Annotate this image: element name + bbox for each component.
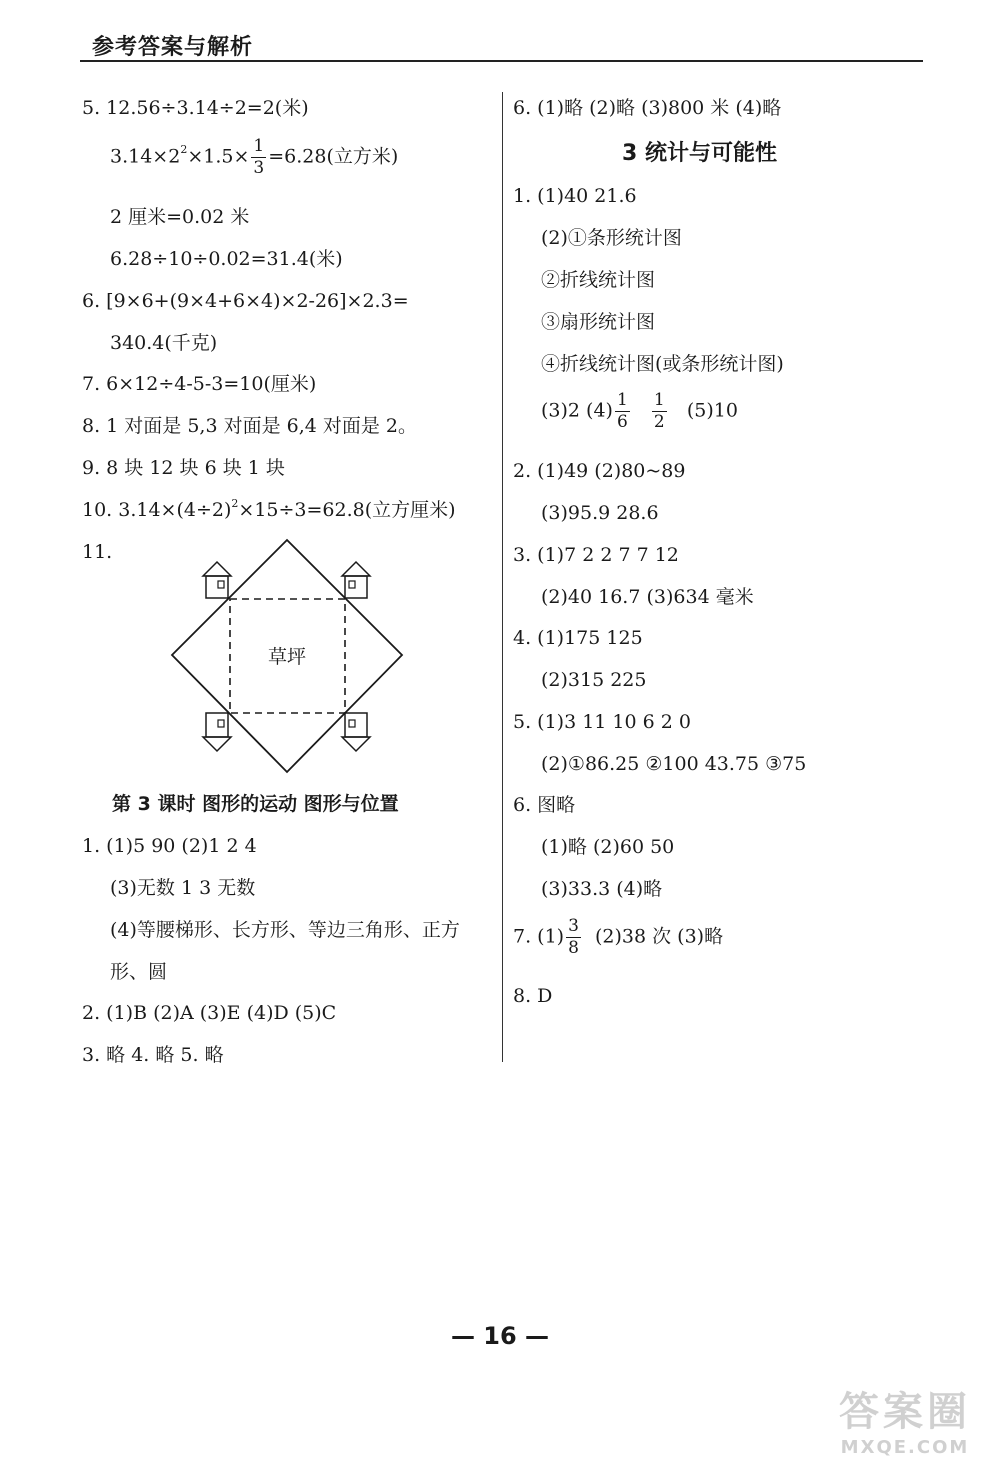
stat-answer-4-line1: 4. (1)175 125 <box>513 627 643 649</box>
stat-answer-1-line6-a: (3)2 (4) <box>541 399 613 422</box>
house-icon <box>203 713 231 751</box>
fraction-one-half <box>652 392 667 431</box>
fraction-one-third <box>251 138 266 177</box>
fraction-numerator: 1 <box>653 390 665 410</box>
answer-5-line2-c: =6.28(立方米) <box>268 145 399 168</box>
stat-answer-7-b: (2)38 次 (3)略 <box>595 925 724 948</box>
lawn-diagram <box>170 538 410 778</box>
fraction-denominator: 2 <box>653 412 665 432</box>
fraction-numerator: 1 <box>616 390 628 410</box>
stat-answer-3-line2: (2)40 16.7 (3)634 毫米 <box>541 586 754 608</box>
header-title: 参考答案与解析 <box>92 35 254 60</box>
lesson-title: 第 3 课时 图形的运动 图形与位置 <box>112 793 399 815</box>
watermark-url: MXQE.COM <box>840 1437 970 1458</box>
stat-answer-1-line1: 1. (1)40 21.6 <box>513 185 637 207</box>
lesson-answer-3-5: 3. 略 4. 略 5. 略 <box>82 1044 224 1066</box>
header-rule <box>80 60 923 62</box>
answer-5-line3: 2 厘米=0.02 米 <box>110 206 250 228</box>
watermark-logo <box>820 1380 990 1460</box>
answer-9: 9. 8 块 12 块 6 块 1 块 <box>82 457 285 479</box>
lesson-answer-1-line2: (3)无数 1 3 无数 <box>110 877 256 899</box>
house-icon <box>203 562 231 598</box>
answer-5-line1: 5. 12.56÷3.14÷2=2(米) <box>82 97 309 119</box>
stat-answer-5-line2: (2)①86.25 ②100 43.75 ③75 <box>541 753 807 775</box>
stat-answer-1-line2: (2)①条形统计图 <box>541 227 682 249</box>
stat-answer-6-line3: (3)33.3 (4)略 <box>541 878 663 900</box>
fraction-numerator: 1 <box>253 136 265 156</box>
stat-answer-1-line4: ③扇形统计图 <box>541 311 656 333</box>
fraction-denominator: 6 <box>616 412 628 432</box>
lesson-answer-1-line1: 1. (1)5 90 (2)1 2 4 <box>82 835 257 857</box>
answer-5-line4: 6.28÷10÷0.02=31.4(米) <box>110 248 343 270</box>
lesson-answer-2: 2. (1)B (2)A (3)E (4)D (5)C <box>82 1002 337 1024</box>
stat-answer-7 <box>513 918 723 957</box>
stat-answer-1-line6 <box>541 392 738 431</box>
lesson-answer-1-line4: 形、圆 <box>110 961 168 983</box>
stat-answer-4-line2: (2)315 225 <box>541 669 647 691</box>
answer-10-a: 10. 3.14×(4÷2) <box>82 499 232 521</box>
answer-6-line1: 6. [9×6+(9×4+6×4)×2-26]×2.3= <box>82 290 409 312</box>
answer-6-line2: 340.4(千克) <box>110 332 218 354</box>
stat-answer-1-line3: ②折线统计图 <box>541 269 656 291</box>
stat-answer-5-line1: 5. (1)3 11 10 6 2 0 <box>513 711 691 733</box>
answer-5-line2 <box>110 138 398 177</box>
answer-8: 8. 1 对面是 5,3 对面是 6,4 对面是 2。 <box>82 415 418 437</box>
stat-answer-8: 8. D <box>513 985 553 1007</box>
stat-answer-1-line6-b: (5)10 <box>686 399 738 422</box>
stat-answer-6-line1: 6. 图略 <box>513 794 576 816</box>
answer-10-b: ×15÷3=62.8(立方厘米) <box>238 499 456 521</box>
stat-answer-7-a: 7. (1) <box>513 925 565 948</box>
answer-5-line2-b: ×1.5× <box>187 145 250 168</box>
section-title: 3 统计与可能性 <box>622 141 777 166</box>
stat-answer-2-line1: 2. (1)49 (2)80~89 <box>513 460 686 482</box>
fraction-denominator: 8 <box>568 938 579 958</box>
answer-5-line2-a: 3.14×2 <box>110 145 181 168</box>
house-icon <box>342 713 370 751</box>
answer-11-label: 11. <box>82 541 113 563</box>
stat-answer-3-line1: 3. (1)7 2 2 7 7 12 <box>513 544 679 566</box>
stat-answer-6-line2: (1)略 (2)60 50 <box>541 836 675 858</box>
answer-7: 7. 6×12÷4-5-3=10(厘米) <box>82 373 317 395</box>
right-answer-6: 6. (1)略 (2)略 (3)800 米 (4)略 <box>513 97 782 119</box>
stat-answer-2-line2: (3)95.9 28.6 <box>541 502 659 524</box>
fraction-three-eighths <box>566 918 581 957</box>
fraction-one-sixth <box>615 392 630 431</box>
answer-5-exponent: 2 <box>180 143 188 157</box>
lesson-answer-1-line3: (4)等腰梯形、长方形、等边三角形、正方 <box>110 919 460 941</box>
stat-answer-1-line5: ④折线统计图(或条形统计图) <box>541 353 784 375</box>
answer-10-exponent: 2 <box>231 496 239 510</box>
page-number: — 16 — <box>450 1322 550 1350</box>
house-icon <box>342 562 370 598</box>
watermark-text: 答案圈 <box>839 1389 971 1435</box>
lawn-label: 草坪 <box>267 646 307 668</box>
column-divider <box>502 92 503 1062</box>
answer-10 <box>82 498 456 522</box>
fraction-denominator: 3 <box>253 158 265 178</box>
fraction-numerator: 3 <box>568 916 579 936</box>
